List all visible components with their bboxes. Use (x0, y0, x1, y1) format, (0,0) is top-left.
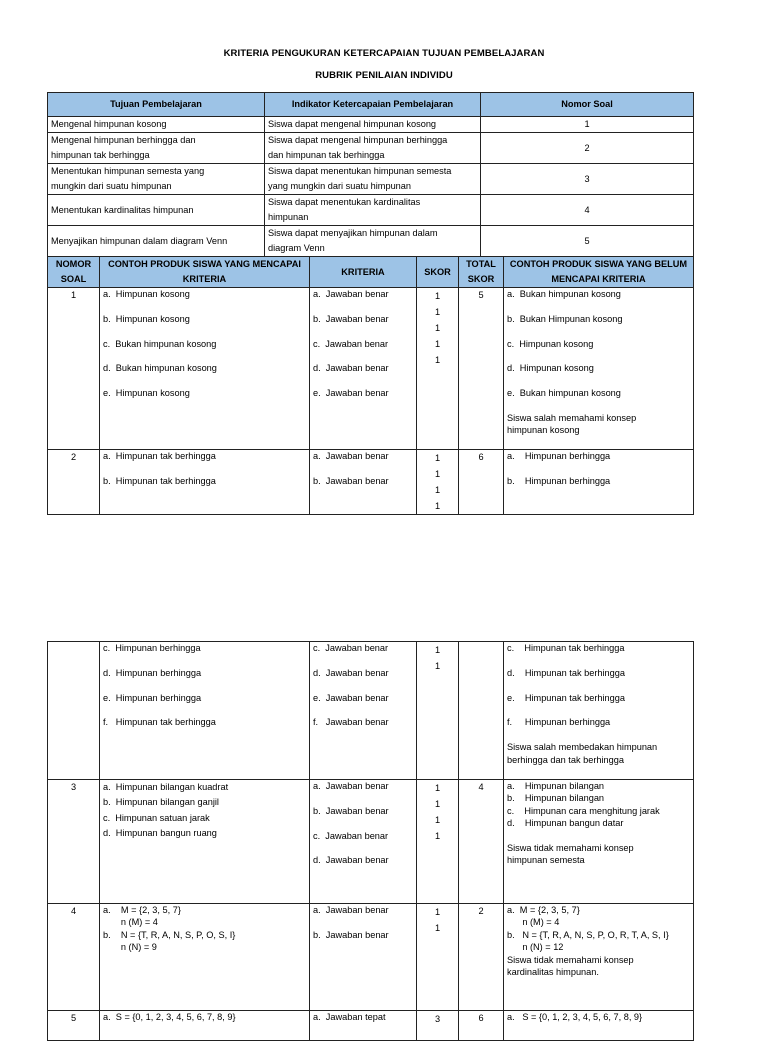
objective-row (48, 133, 694, 164)
skor-cell: 1 1 (417, 642, 459, 780)
indikator-cell: Siswa dapat menyajikan himpunan dalam diagram Venn (265, 226, 481, 257)
contoh-mencapai-cell: a. S = {0, 1, 2, 3, 4, 5, 6, 7, 8, 9} (100, 1011, 310, 1041)
indikator-cell: Siswa dapat menentukan kardinalitas himpunan (265, 195, 481, 226)
header-kriteria: KRITERIA (310, 257, 417, 288)
nomor-soal-cell: 2 (481, 133, 694, 164)
tujuan-cell: Mengenal himpunan kosong (48, 117, 265, 133)
tujuan-cell: Menyajikan himpunan dalam diagram Venn (48, 226, 265, 257)
total-skor-cell: 6 (459, 1011, 504, 1041)
kriteria-cell: a. Jawaban benar b. Jawaban benar c. Jawaban benar d. Jawaban benar e. Jawaban benar (310, 288, 417, 450)
contoh-belum-cell: a. Himpunan bilangan b. Himpunan bilangan c. Himpunan cara menghitung jarak d. Himpunan bangun datar Siswa tidak memahami konsep himpunan semesta (504, 780, 694, 904)
skor-cell: 1 1 1 1 (417, 780, 459, 904)
contoh-belum-cell: a. Bukan himpunan kosong b. Bukan Himpunan kosong c. Himpunan kosong d. Himpunan kosong e. Bukan himpunan kosong Siswa salah memahami konsep himpunan kosong (504, 288, 694, 450)
nomor-soal-cell: 3 (481, 164, 694, 195)
contoh-mencapai-cell: c. Himpunan berhingga d. Himpunan berhingga e. Himpunan berhingga f. Himpunan tak berhingga (100, 642, 310, 780)
rubric-body-page2 (48, 642, 694, 1041)
header-skor: SKOR (417, 257, 459, 288)
kriteria-cell: a. Jawaban benar b. Jawaban benar (310, 450, 417, 515)
objectives-header-row (48, 93, 694, 117)
document-title: KRITERIA PENGUKURAN KETERCAPAIAN TUJUAN PEMBELAJARAN (223, 48, 545, 59)
rubric-row (48, 288, 694, 450)
total-skor-cell: 4 (459, 780, 504, 904)
rubric-row (48, 780, 694, 904)
objective-row (48, 226, 694, 257)
skor-cell: 1 1 (417, 904, 459, 1011)
nomor-soal-cell (48, 642, 100, 780)
header-nomor-soal: Nomor Soal (481, 93, 694, 117)
tujuan-cell: Menentukan himpunan semesta yang mungkin dari suatu himpunan (48, 164, 265, 195)
contoh-mencapai-cell: a. Himpunan kosong b. Himpunan kosong c. Bukan himpunan kosong d. Bukan himpunan kosong e. Himpunan kosong (100, 288, 310, 450)
objectives-body (48, 117, 694, 257)
nomor-soal-cell: 5 (48, 1011, 100, 1041)
rubric-row (48, 1011, 694, 1041)
kriteria-cell: a. Jawaban tepat (310, 1011, 417, 1041)
rubric-header-row (48, 257, 694, 288)
contoh-belum-cell: a. M = {2, 3, 5, 7} n (M) = 4 b. N = {T, R, A, N, S, P, O, R, T, A, S, I} n (N) = 12 Siswa tidak memahami konsep kardinalitas himpunan. (504, 904, 694, 1011)
objective-row (48, 195, 694, 226)
rubric-table-page1 (47, 256, 694, 515)
contoh-mencapai-cell: a. Himpunan bilangan kuadrat b. Himpunan bilangan ganjil c. Himpunan satuan jarak d. Himpunan bangun ruang (100, 780, 310, 904)
header-total-skor: TOTAL SKOR (459, 257, 504, 288)
indikator-cell: Siswa dapat menentukan himpunan semesta yang mungkin dari suatu himpunan (265, 164, 481, 195)
nomor-soal-cell: 3 (48, 780, 100, 904)
tujuan-cell: Menentukan kardinalitas himpunan (48, 195, 265, 226)
header-indikator: Indikator Ketercapaian Pembelajaran (265, 93, 481, 117)
indikator-cell: Siswa dapat mengenal himpunan berhingga dan himpunan tak berhingga (265, 133, 481, 164)
kriteria-cell: a. Jawaban benar b. Jawaban benar c. Jawaban benar d. Jawaban benar (310, 780, 417, 904)
nomor-soal-cell: 1 (481, 117, 694, 133)
objective-row (48, 117, 694, 133)
contoh-mencapai-cell: a. Himpunan tak berhingga b. Himpunan tak berhingga (100, 450, 310, 515)
header-contoh-belum: CONTOH PRODUK SISWA YANG BELUM MENCAPAI KRITERIA (504, 257, 694, 288)
objectives-table (47, 92, 694, 257)
rubric-table-page2 (47, 641, 694, 1041)
total-skor-cell: 2 (459, 904, 504, 1011)
nomor-soal-cell: 4 (481, 195, 694, 226)
contoh-mencapai-cell: a. M = {2, 3, 5, 7} n (M) = 4 b. N = {T, R, A, N, S, P, O, S, I} n (N) = 9 (100, 904, 310, 1011)
rubric-row (48, 642, 694, 780)
rubric-body-page1 (48, 288, 694, 515)
rubric-row (48, 450, 694, 515)
indikator-cell: Siswa dapat mengenal himpunan kosong (265, 117, 481, 133)
total-skor-cell: 6 (459, 450, 504, 515)
header-nomor: NOMOR SOAL (48, 257, 100, 288)
objective-row (48, 164, 694, 195)
header-contoh-mencapai: CONTOH PRODUK SISWA YANG MENCAPAI KRITERIA (100, 257, 310, 288)
kriteria-cell: a. Jawaban benar b. Jawaban benar (310, 904, 417, 1011)
contoh-belum-cell: a. S = {0, 1, 2, 3, 4, 5, 6, 7, 8, 9} (504, 1011, 694, 1041)
nomor-soal-cell: 4 (48, 904, 100, 1011)
total-skor-cell (459, 642, 504, 780)
header-tujuan: Tujuan Pembelajaran (48, 93, 265, 117)
contoh-belum-cell: a. Himpunan berhingga b. Himpunan berhingga (504, 450, 694, 515)
skor-cell: 1 1 1 1 1 (417, 288, 459, 450)
kriteria-cell: c. Jawaban benar d. Jawaban benar e. Jawaban benar f. Jawaban benar (310, 642, 417, 780)
nomor-soal-cell: 1 (48, 288, 100, 450)
tujuan-cell: Mengenal himpunan berhingga dan himpunan tak berhingga (48, 133, 265, 164)
skor-cell: 3 (417, 1011, 459, 1041)
nomor-soal-cell: 2 (48, 450, 100, 515)
skor-cell: 1 1 1 1 (417, 450, 459, 515)
contoh-belum-cell: c. Himpunan tak berhingga d. Himpunan tak berhingga e. Himpunan tak berhingga f. Himpunan berhingga Siswa salah membedakan himpunan berhingga dan tak berhingga (504, 642, 694, 780)
rubric-row (48, 904, 694, 1011)
document-subtitle: RUBRIK PENILAIAN INDIVIDU (315, 70, 453, 81)
total-skor-cell: 5 (459, 288, 504, 450)
nomor-soal-cell: 5 (481, 226, 694, 257)
